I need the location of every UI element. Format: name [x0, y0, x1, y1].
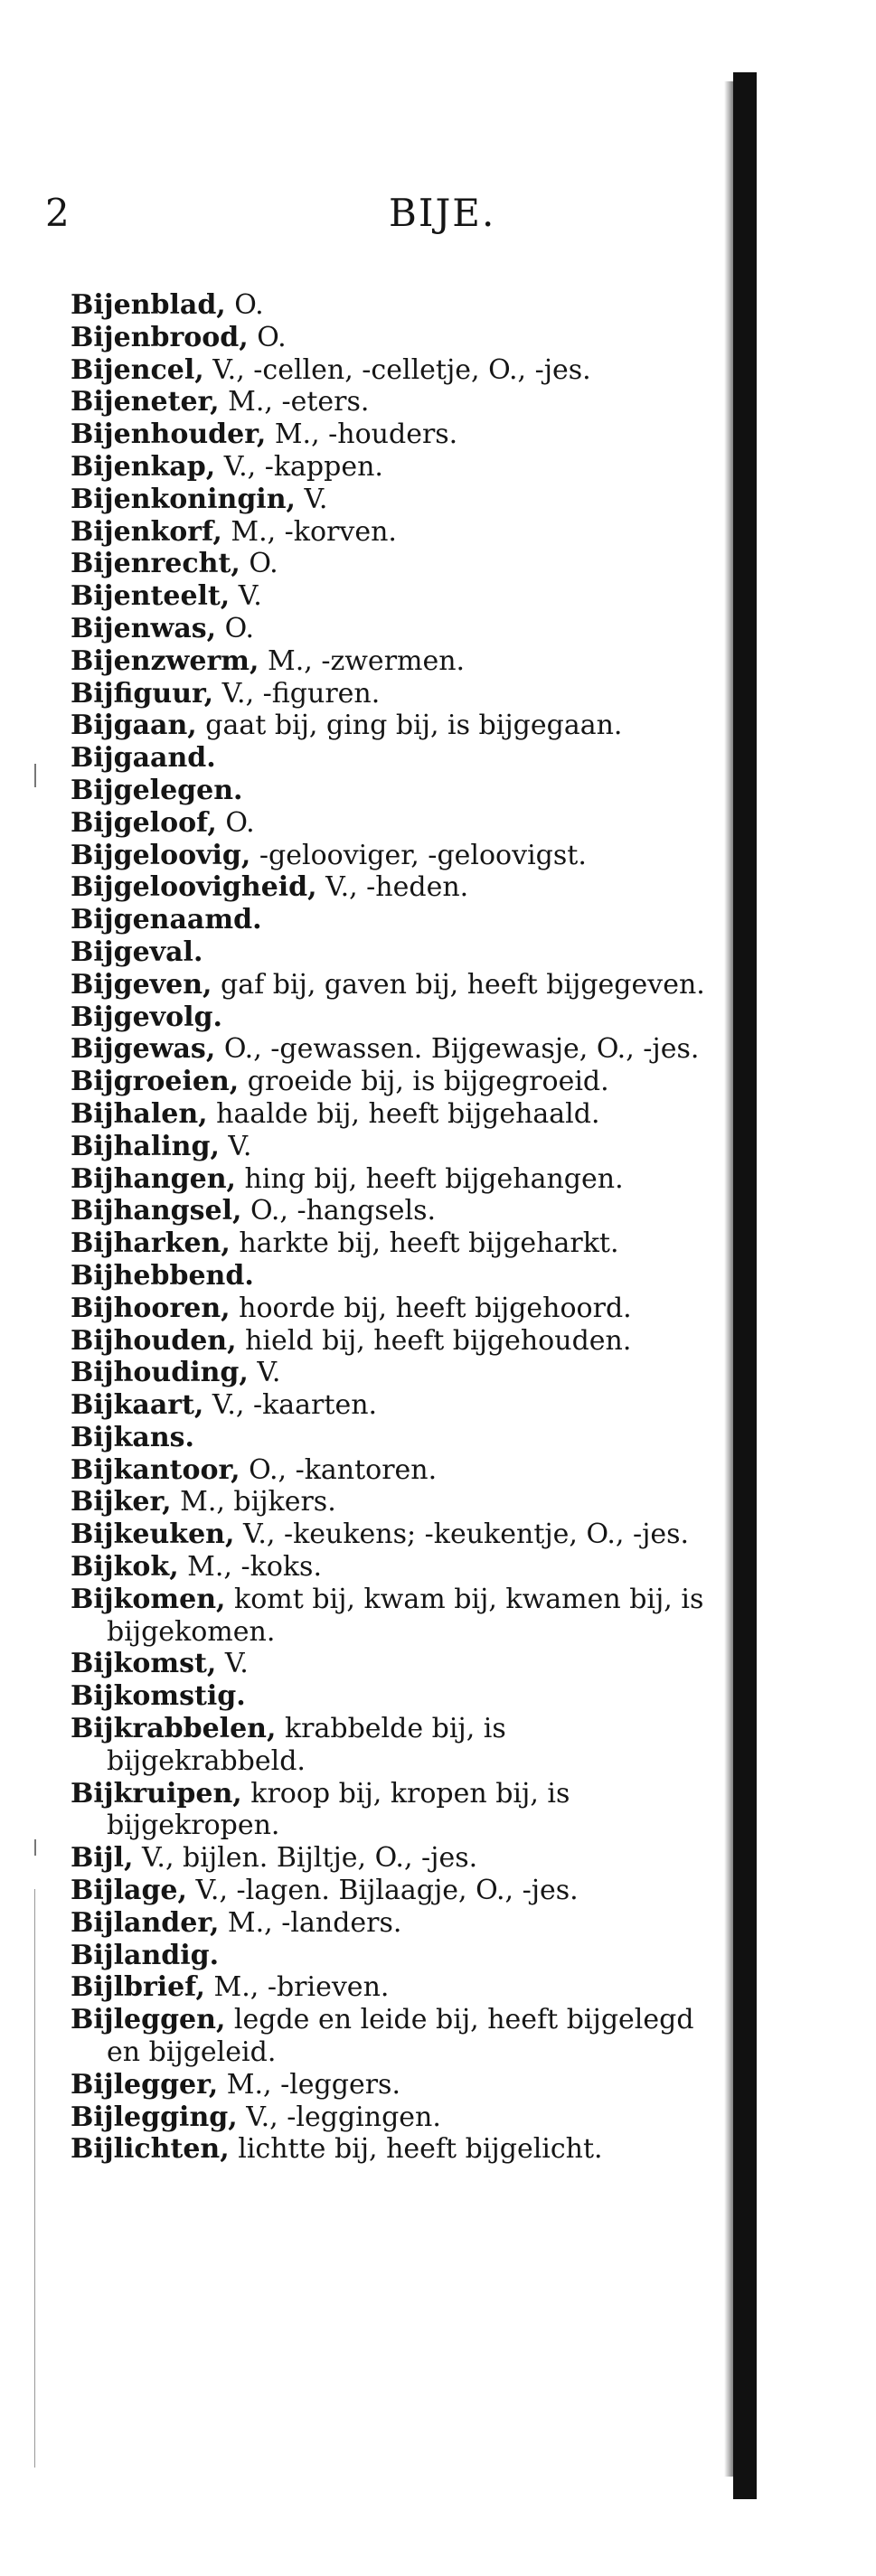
dictionary-entry — [71, 1033, 712, 1066]
entry-headword: Bijlage, — [71, 1875, 187, 1907]
entry-headword: Bijgeval. — [71, 935, 203, 968]
dictionary-entry — [71, 1227, 712, 1260]
entry-definition: gaf bij, gaven bij, heeft bijgegeven. — [212, 968, 705, 1001]
entry-list — [71, 289, 712, 2166]
entry-headword: Bijkomen, — [71, 1583, 226, 1615]
margin-mark — [34, 1889, 35, 2468]
entry-definition: V. — [230, 580, 262, 613]
entry-definition: O. — [248, 321, 287, 353]
entry-headword: Bijkok, — [71, 1551, 179, 1584]
entry-definition: hield bij, heeft bijgehouden. — [236, 1324, 632, 1357]
dictionary-entry — [71, 775, 712, 807]
entry-definition: V., -leggingen. — [237, 2101, 441, 2133]
dictionary-entry — [71, 1584, 712, 1649]
entry-definition: M., -houders. — [266, 418, 458, 451]
entry-definition: haalde bij, heeft bijgehaald. — [207, 1097, 600, 1130]
entry-headword: Bijkrabbelen, — [71, 1713, 277, 1745]
entry-definition: -gelooviger, -geloovigst. — [250, 839, 587, 871]
dictionary-entry — [71, 1325, 712, 1358]
dictionary-entry — [71, 1066, 712, 1098]
entry-headword: Bijkomstig. — [71, 1680, 246, 1713]
entry-definition: V. — [219, 1130, 252, 1162]
entry-headword: Bijgroeien, — [71, 1066, 240, 1098]
entry-headword: Bijkeuken, — [71, 1518, 235, 1551]
dictionary-entry — [71, 484, 712, 516]
running-head: BIJE. — [389, 191, 496, 235]
dictionary-entry — [71, 1713, 712, 1778]
entry-definition: hoorde bij, heeft bijgehoord. — [230, 1292, 632, 1324]
entry-headword: Bijenteelt, — [71, 580, 231, 613]
dictionary-entry — [71, 904, 712, 936]
entry-definition: M., -eters. — [219, 386, 370, 418]
entry-headword: Bijhooren, — [71, 1292, 231, 1324]
entry-definition: M., -zwermen. — [259, 644, 466, 677]
entry-definition: V., -figuren. — [213, 677, 381, 710]
entry-headword: Bijenkoningin, — [71, 483, 296, 515]
entry-headword: Bijlander, — [71, 1906, 220, 1939]
entry-headword: Bijenbrood, — [71, 321, 249, 353]
entry-headword: Bijharken, — [71, 1227, 231, 1260]
entry-headword: Bijlegger, — [71, 2068, 219, 2101]
entry-headword: Bijleggen, — [71, 2004, 226, 2036]
entry-headword: Bijhebbend. — [71, 1259, 254, 1292]
entry-headword: Bijgeloof, — [71, 806, 217, 839]
dictionary-entry — [71, 289, 712, 322]
dictionary-entry — [71, 871, 712, 904]
dictionary-entry — [71, 2004, 712, 2069]
entry-definition: V., -cellen, -celletje, O., -jes. — [203, 353, 591, 386]
dictionary-entry — [71, 418, 712, 451]
entry-definition: O., -hangsels. — [241, 1195, 436, 1227]
entry-definition: hing bij, heeft bijgehangen. — [236, 1162, 624, 1195]
entry-headword: Bijgaand. — [71, 742, 216, 775]
entry-definition: kroop bij, kropen bij, is bijgekropen. — [107, 1777, 570, 1842]
dictionary-entry — [71, 1875, 712, 1907]
dictionary-entry — [71, 1131, 712, 1163]
dictionary-entry — [71, 645, 712, 678]
dictionary-entry — [71, 1098, 712, 1131]
entry-headword: Bijgelegen. — [71, 774, 243, 806]
entry-definition: M., bijkers. — [171, 1486, 336, 1518]
entry-definition: V. — [216, 1648, 249, 1680]
entry-definition: V., -keukens; -keukentje, O., -jes. — [234, 1518, 690, 1551]
entry-definition: O. — [240, 548, 278, 580]
entry-headword: Bijgaan, — [71, 710, 197, 742]
entry-headword: Bijeneter, — [71, 386, 220, 418]
entry-headword: Bijlbrief, — [71, 1971, 205, 2004]
entry-definition: O., -gewassen. Bijgewasje, O., -jes. — [215, 1033, 700, 1066]
dictionary-entry — [71, 354, 712, 387]
entry-headword: Bijenblad, — [71, 289, 226, 321]
entry-definition: groeide bij, is bijgegroeid. — [239, 1066, 609, 1098]
binding-shadow — [724, 81, 733, 2477]
dictionary-entry — [71, 1260, 712, 1293]
dictionary-entry — [71, 1293, 712, 1325]
dictionary-entry — [71, 516, 712, 549]
entry-definition: M., -brieven. — [204, 1971, 390, 2004]
dictionary-entry — [71, 807, 712, 840]
dictionary-entry — [71, 322, 712, 354]
dictionary-entry — [71, 451, 712, 484]
entry-definition: O., -kantoren. — [240, 1453, 438, 1486]
entry-headword: Bijhangsel, — [71, 1195, 242, 1227]
dictionary-entry — [71, 742, 712, 775]
entry-headword: Bijgeloovigheid, — [71, 871, 317, 904]
dictionary-entry — [71, 969, 712, 1001]
dictionary-entry — [71, 710, 712, 742]
entry-headword: Bijfiguur, — [71, 677, 214, 710]
dictionary-entry — [71, 613, 712, 645]
margin-mark — [34, 764, 36, 787]
entry-headword: Bijgeven, — [71, 968, 212, 1001]
dictionary-entry — [71, 678, 712, 710]
entry-headword: Bijkaart, — [71, 1389, 204, 1422]
entry-definition: V., -lagen. Bijlaagje, O., -jes. — [186, 1875, 579, 1907]
dictionary-entry — [71, 1422, 712, 1454]
entry-definition: krabbelde bij, is bijgekrabbeld. — [107, 1713, 506, 1777]
entry-headword: Bijhouding, — [71, 1357, 249, 1389]
dictionary-entry — [71, 580, 712, 613]
entry-definition: V., -kappen. — [215, 450, 383, 483]
dictionary-entry — [71, 1195, 712, 1227]
entry-definition: O. — [216, 612, 255, 644]
dictionary-entry — [71, 1001, 712, 1034]
entry-headword: Bijenkorf, — [71, 515, 222, 548]
entry-headword: Bijgeloovig, — [71, 839, 251, 871]
dictionary-entry — [71, 1454, 712, 1487]
dictionary-entry — [71, 1648, 712, 1680]
entry-headword: Bijlegging, — [71, 2101, 238, 2133]
entry-headword: Bijgevolg. — [71, 1001, 222, 1033]
entry-headword: Bijlichten, — [71, 2133, 230, 2166]
margin-mark — [34, 1839, 36, 1856]
dictionary-entry — [71, 1907, 712, 1940]
entry-headword: Bijhouden, — [71, 1324, 237, 1357]
dictionary-entry — [71, 2101, 712, 2134]
entry-headword: Bijgenaamd. — [71, 904, 262, 936]
entry-headword: Bijhaling, — [71, 1130, 220, 1162]
dictionary-entry — [71, 936, 712, 969]
dictionary-entry — [71, 548, 712, 580]
page-number: 2 — [45, 191, 70, 235]
entry-headword: Bijkruipen, — [71, 1777, 242, 1810]
entry-headword: Bijkantoor, — [71, 1453, 240, 1486]
entry-definition: harkte bij, heeft bijgeharkt. — [230, 1227, 619, 1260]
entry-headword: Bijhangen, — [71, 1162, 236, 1195]
entry-definition: V., -heden. — [316, 871, 469, 904]
entry-headword: Bijenwas, — [71, 612, 217, 644]
entry-definition: legde en leide bij, heeft bijgelegd en bijgeleid. — [107, 2004, 694, 2069]
entry-headword: Bijlandig. — [71, 1939, 220, 1971]
entry-definition: M., -landers. — [219, 1906, 402, 1939]
dictionary-entry — [71, 1486, 712, 1518]
entry-definition: V., bijlen. Bijltje, O., -jes. — [133, 1842, 478, 1875]
entry-headword: Bijl, — [71, 1842, 134, 1875]
entry-headword: Bijker, — [71, 1486, 172, 1518]
dictionary-entry — [71, 1842, 712, 1875]
entry-headword: Bijenrecht, — [71, 548, 240, 580]
entry-definition: komt bij, kwam bij, kwamen bij, is bijgekomen. — [107, 1583, 704, 1648]
entry-headword: Bijhalen, — [71, 1097, 208, 1130]
dictionary-entry — [71, 2133, 712, 2166]
entry-definition: V. — [248, 1357, 281, 1389]
entry-headword: Bijencel, — [71, 353, 204, 386]
entry-definition: O. — [225, 289, 264, 321]
dictionary-entry — [71, 1389, 712, 1422]
dictionary-entry — [71, 1357, 712, 1389]
entry-headword: Bijenzwerm, — [71, 644, 259, 677]
entry-definition: M., -koks. — [178, 1551, 322, 1584]
dictionary-entry — [71, 1163, 712, 1196]
entry-definition: M., -korven. — [221, 515, 397, 548]
entry-headword: Bijkomst, — [71, 1648, 217, 1680]
entry-headword: Bijgewas, — [71, 1033, 216, 1066]
entry-headword: Bijkans. — [71, 1421, 194, 1453]
entry-headword: Bijenkap, — [71, 450, 216, 483]
dictionary-entry — [71, 1778, 712, 1843]
dictionary-entry — [71, 2069, 712, 2101]
entry-definition: gaat bij, ging bij, is bijgegaan. — [196, 710, 623, 742]
entry-definition: V., -kaarten. — [203, 1389, 378, 1422]
dictionary-entry — [71, 1971, 712, 2004]
entry-definition: M., -leggers. — [218, 2068, 400, 2101]
dictionary-entry — [71, 840, 712, 872]
entry-definition: V. — [295, 483, 328, 515]
entry-definition: O. — [216, 806, 255, 839]
dictionary-entry — [71, 1940, 712, 1972]
binding-edge — [733, 72, 757, 2499]
dictionary-entry — [71, 1551, 712, 1584]
entry-definition: lichtte bij, heeft bijgelicht. — [229, 2133, 603, 2166]
entry-headword: Bijenhouder, — [71, 418, 267, 451]
dictionary-entry — [71, 386, 712, 418]
dictionary-entry — [71, 1680, 712, 1713]
dictionary-entry — [71, 1518, 712, 1551]
